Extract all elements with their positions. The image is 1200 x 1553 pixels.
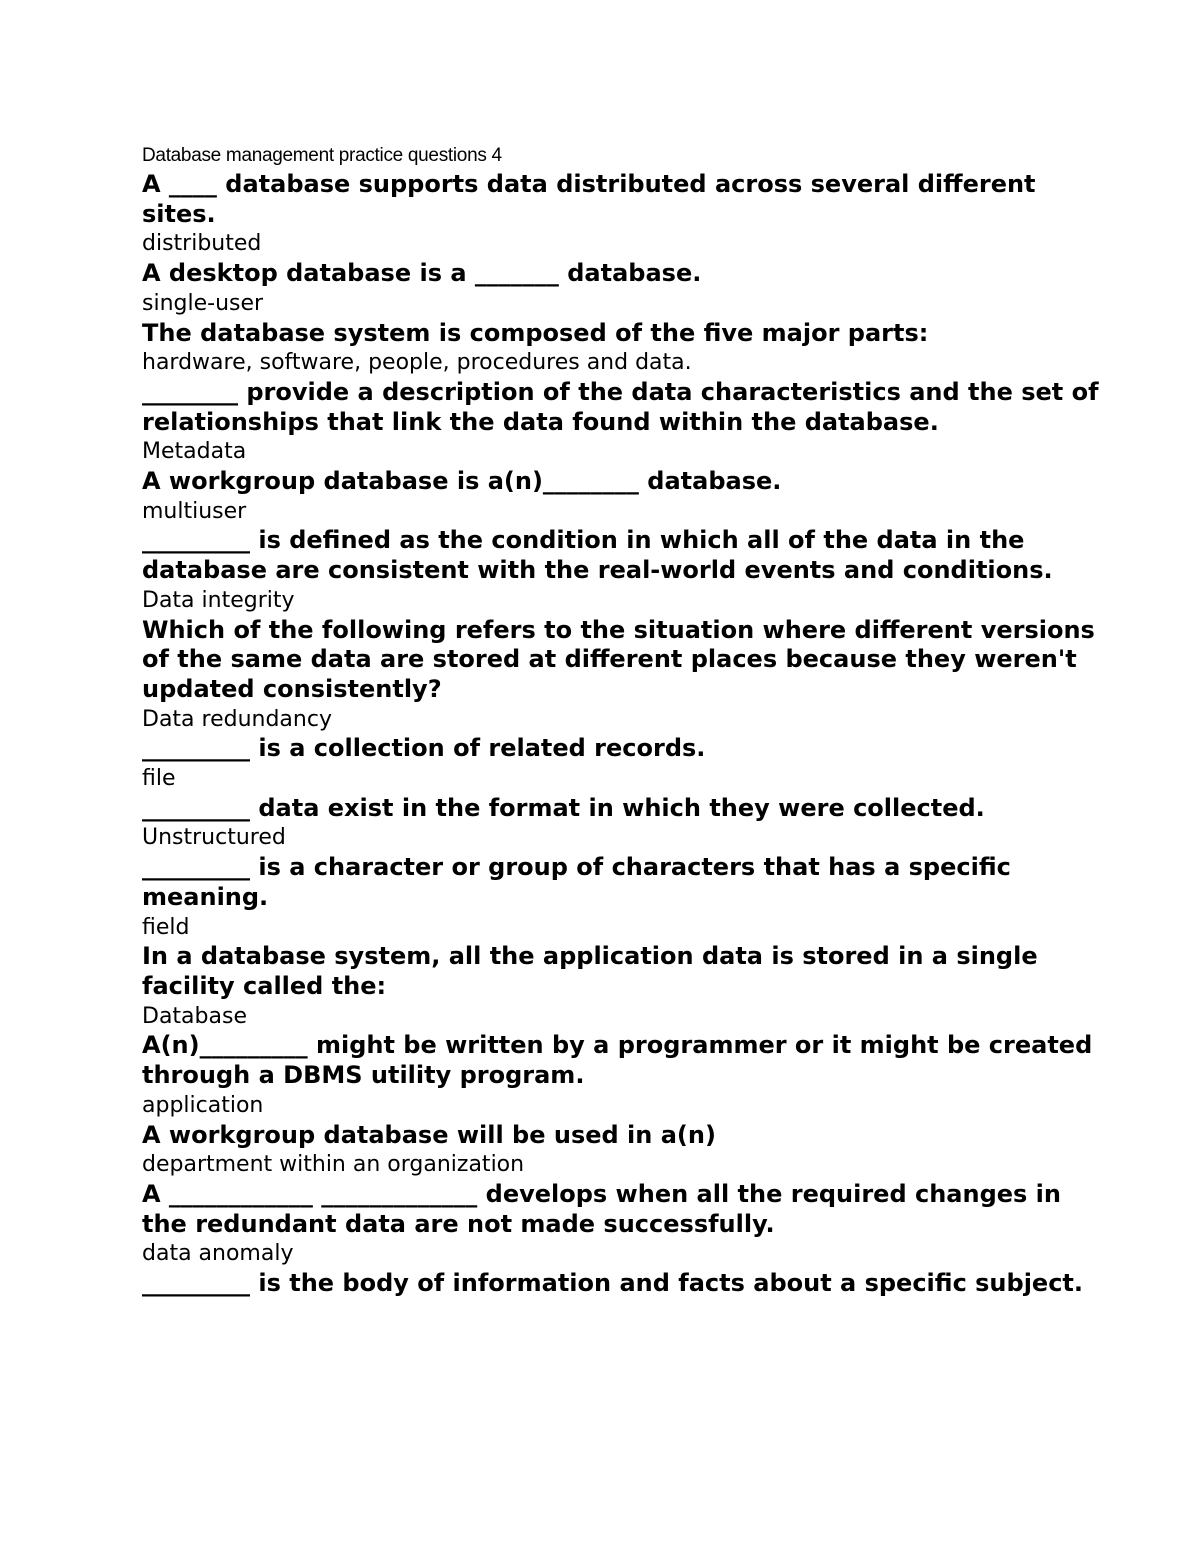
question-text: A ____________ _____________ develops when all the required changes in the redundant data are not made successfully.: [142, 1179, 1070, 1238]
qa-item: [142, 853, 1102, 942]
qa-item: [142, 259, 1102, 318]
question-text: ________ provide a description of the data characteristics and the set of relationships that link the data found within the database.: [142, 377, 1107, 436]
question-text: Which of the following refers to the situation where different versions of the same data are stored at different places because they weren't updated consistently?: [142, 615, 1104, 703]
question-text: _________ is defined as the condition in which all of the data in the database are consistent with the real-world events and conditions.: [142, 526, 1053, 585]
answer-text: field: [142, 914, 190, 940]
qa-item: [142, 942, 1102, 1031]
question-text: The database system is composed of the five major parts:: [142, 318, 929, 347]
question-text: A(n)_________ might be written by a programmer or it might be created through a DBMS utility program.: [142, 1031, 1101, 1090]
qa-item: [142, 1180, 1102, 1269]
answer-text: department within an organization: [142, 1152, 525, 1178]
qa-item: [142, 170, 1102, 259]
answer-text: data anomaly: [142, 1241, 294, 1267]
answer-text: single-user: [142, 290, 264, 316]
qa-item: [142, 319, 1102, 378]
question-text: A desktop database is a _______ database.: [142, 259, 702, 288]
document-content: [142, 142, 1107, 1299]
qa-item: [142, 377, 1107, 467]
question-text: _________ is the body of information and facts about a specific subject.: [142, 1269, 1084, 1298]
qa-item: [142, 1121, 1102, 1180]
qa-item: [142, 526, 1102, 615]
qa-item: [142, 794, 1102, 853]
question-text: A workgroup database will be used in a(n): [142, 1120, 716, 1149]
question-text: _________ data exist in the format in which they were collected.: [142, 793, 985, 822]
qa-item: [142, 616, 1102, 735]
qa-item: [142, 1269, 1102, 1299]
answer-text: file: [142, 766, 176, 792]
answer-text: Database: [142, 1003, 247, 1029]
qa-item: [142, 467, 1102, 526]
answer-text: Data redundancy: [142, 706, 332, 732]
question-text: _________ is a character or group of characters that has a specific meaning.: [142, 853, 1020, 911]
document-title: Database management practice questions 4: [142, 145, 502, 166]
answer-text: Unstructured: [142, 825, 286, 851]
answer-text: multiuser: [142, 498, 247, 524]
answer-text: application: [142, 1092, 264, 1118]
question-text: A ____ database supports data distributed across several different sites.: [142, 170, 1044, 228]
answer-text: Data integrity: [142, 587, 295, 613]
answer-text: hardware, software, people, procedures and data.: [142, 350, 692, 376]
question-text: _________ is a collection of related records.: [142, 734, 706, 763]
answer-text: distributed: [142, 231, 262, 257]
qa-item: [142, 734, 1102, 793]
question-text: A workgroup database is a(n)________ database.: [142, 467, 782, 496]
question-text: In a database system, all the application data is stored in a single facility called the:: [142, 942, 1046, 1000]
answer-text: Metadata: [142, 439, 247, 465]
qa-item: [142, 1031, 1102, 1120]
